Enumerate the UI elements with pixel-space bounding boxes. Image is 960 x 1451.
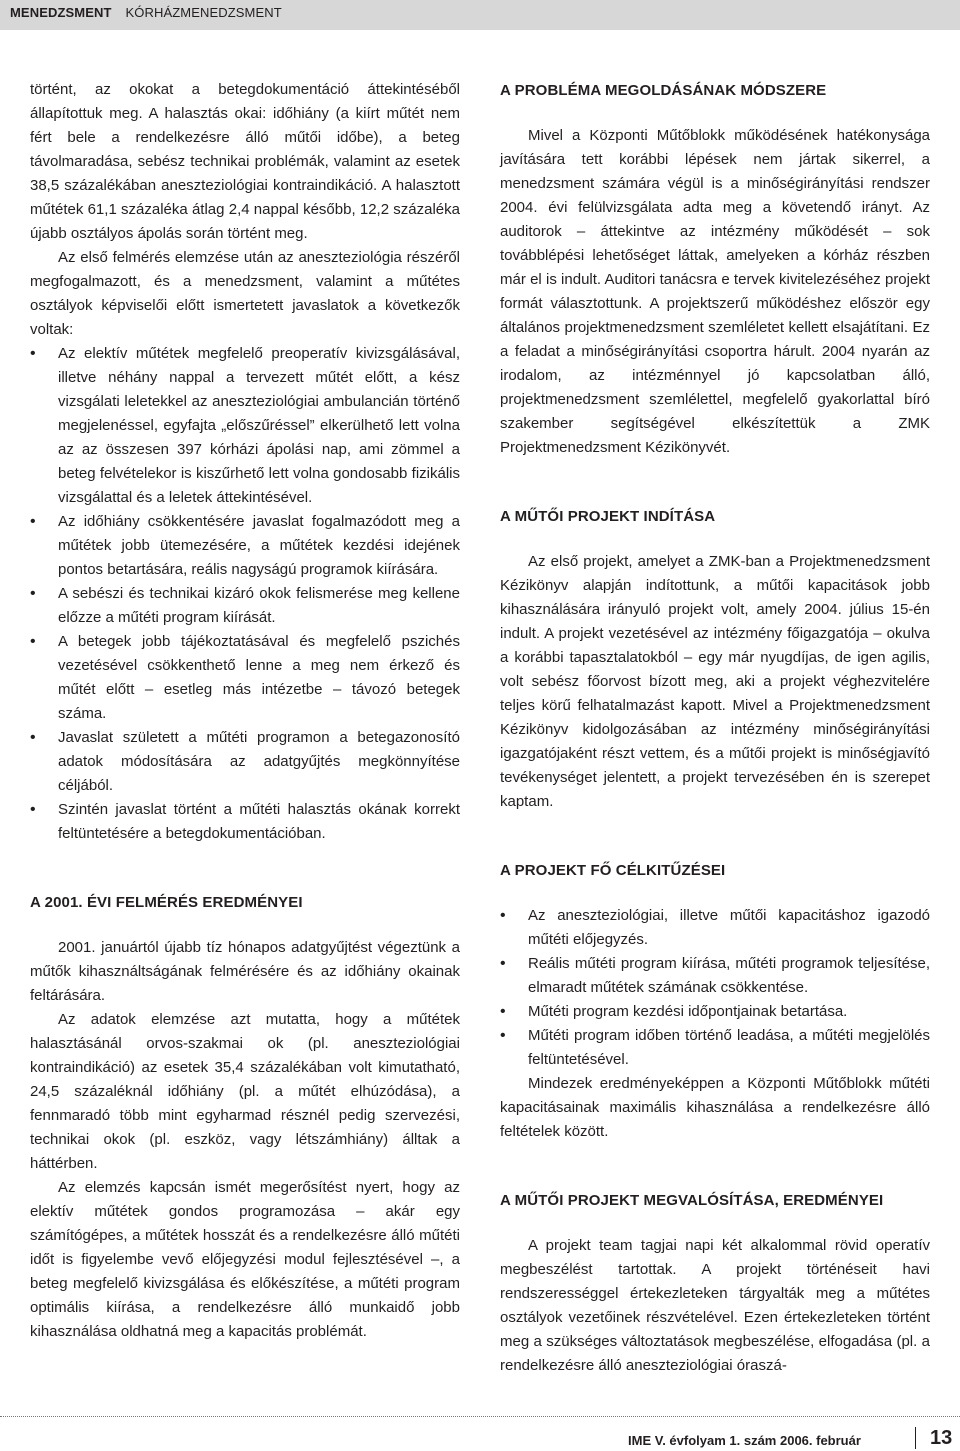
list-item: • Javaslat született a műtéti programon a betegazonosító adatok módosítására az adatgyűjtés megkönnyítése céljából. (30, 726, 460, 798)
list-item: • A betegek jobb tájékoztatásával és megfelelő pszichés vezetésével csökkenthető lenne a meg nem érkező és műtét előtt – esetleg más intézetbe – távozó betegek száma. (30, 630, 460, 726)
list-item: • Műtéti program időben történő leadása, a műtéti megjelölés feltüntetésével. (500, 1024, 930, 1072)
paragraph: 2001. januártól újabb tíz hónapos adatgyűjtést végeztünk a műtők kihasználtságának felmérésére és az időhiány okainak feltárására. (30, 939, 460, 1004)
list-item: • Reális műtéti program kiírása, műtéti programok teljesítése, elmaradt műtétek számának csökkentése. (500, 952, 930, 1000)
section-label (10, 5, 282, 20)
proposal-list (30, 342, 460, 846)
section-heading: A PROJEKT FŐ CÉLKITŰZÉSEI (500, 862, 726, 879)
section-heading: A MŰTŐI PROJEKT INDÍTÁSA (500, 508, 716, 525)
list-item: • Műtéti program kezdési időpontjainak betartása. (500, 1000, 930, 1024)
publication-info: IME V. évfolyam 1. szám 2006. február (628, 1433, 861, 1448)
paragraph: Mindezek eredményeképpen a Központi Műtőblokk műtéti kapacitásainak maximális kihasználása a rendelkezésre álló feltételek között. (500, 1075, 930, 1140)
paragraph: történt, az okokat a betegdokumentáció áttekintéséből állapítottuk meg. A halasztás okai: időhiány (a kiírt műtét nem fért bele a rendelkezésre álló műtői időbe), a beteg távolmaradása, sebész technikai problémák, valamint az esetek 38,5 százalékában aneszteziológiai kontraindikáció. A halasztott műtétek 61,1 százaléka átlag 2,4 nappal később, 12,2 százaléka újabb osztályos ápolás során történt meg. (30, 81, 460, 242)
section-heading: A PROBLÉMA MEGOLDÁSÁNAK MÓDSZERE (500, 82, 827, 99)
list-item: • A sebészi és technikai kizáró okok felismerése meg kellene előzze a műtéti program kiírását. (30, 582, 460, 630)
list-item: • Szintén javaslat történt a műtéti halasztás okának korrekt feltüntetésére a betegdokumentációban. (30, 798, 460, 846)
section-header-bar (0, 0, 960, 30)
footer-divider (0, 1416, 960, 1417)
right-column (500, 80, 930, 1378)
goals-list (500, 904, 930, 1072)
footer-separator (915, 1427, 916, 1449)
paragraph: Az adatok elemzése azt mutatta, hogy a műtétek halasztásánál orvos-szakmai ok (pl. aneszteziológiai kontraindikáció) az esetek 35,4 százalékában volt kimutatható, 24,5 százaléknál időhiány (pl. a műtét elhúzódása), a fennmaradó több mint egyharmad résznél pedig szervezési, technikai okok (pl. eszköz, vagy létszámhiány) álltak a háttérben. (30, 1011, 460, 1172)
section-heading: A 2001. ÉVI FELMÉRÉS EREDMÉNYEI (30, 894, 303, 911)
list-item: • Az időhiány csökkentésére javaslat fogalmazódott meg a műtétek jobb ütemezésére, a műtétek kezdési idejének pontos betartására, reális nagyságú programok kiírására. (30, 510, 460, 582)
page-number: 13 (930, 1427, 953, 1449)
section-heading: A MŰTŐI PROJEKT MEGVALÓSÍTÁSA, EREDMÉNYEI (500, 1192, 884, 1209)
left-column (30, 78, 460, 1344)
section-main: MENEDZSMENT (10, 5, 112, 20)
paragraph: Az első felmérés elemzése után az aneszteziológia részéről megfogalmazott, és a menedzsment, valamint a műtétes osztályok képviselői előtt ismertetett javaslatok a következők voltak: (30, 249, 460, 338)
list-item: • Az elektív műtétek megfelelő preoperatív kivizsgálásával, illetve néhány nappal a tervezett műtét előtt, a kész vizsgálati leletekkel az aneszteziológiai ambulancián történő megjelenéssel, egyfajta „előszűréssel” elkerülhető lett volna az az összesen 397 kórházi ápolási nap, ami zömmel a beteg felvételekor is kiszűrhető lett volna gondosabb fizikális vizsgálattal és a leletek áttekintésével. (30, 342, 460, 510)
section-sub: KÓRHÁZMENEDZSMENT (125, 5, 282, 20)
list-item: • Az aneszteziológiai, illetve műtői kapacitáshoz igazodó műtéti előjegyzés. (500, 904, 930, 952)
paragraph: Az elemzés kapcsán ismét megerősítést nyert, hogy az elektív műtétek gondos programozása – akár egy számítógépes, a műtétek hosszát és a rendelkezésre álló műtéti időt is figyelembe vevő előjegyzési modul fejlesztésével –, a beteg megfelelő kivizsgálása és előkészítése, a műtéti program optimális kiírása, a rendelkezésre álló munkaidő jobb kihasználása oldhatná meg a kapacitás problémát. (30, 1179, 460, 1340)
paragraph: Az első projekt, amelyet a ZMK-ban a Projektmenedzsment Kézikönyv alapján indítottunk, a műtői kapacitások jobb kihasználására irányuló projekt volt, amely 2004. július 15-én indult. A projekt vezetésével az intézmény főigazgatója – okulva a korábbi tapasztalatokból – egy már nyugdíjas, de igen agilis, volt sebész főorvost bízott meg, aki a projekt véghezvitelére teljes körű felhatalmazást kapott. Mivel a Projektmenedzsment Kézikönyv kidolgozásában az intézmény minőségirányítási igazgatójaként részt vettem, és a műtői projekt is minőségjavító tevékenységet jelentett, a projekt tervezésében én is szerepet kaptam. (500, 553, 930, 810)
paragraph: Mivel a Központi Műtőblokk működésének hatékonysága javítására tett korábbi lépések nem jártak sikerrel, a menedzsment számára végül is a minőségirányítási rendszer 2004. évi felülvizsgálata adta meg a követendő irányt. Az auditorok – áttekintve az intézmény működését – sok továbblépési lehetőséget láttak, amelyeken a kórház részben már el is indult. Auditori tanácsra e tervek kivitelezéséhez projekt formát választottunk. A projektszerű működéshez először egy általános projektmenedzsment szemléletet kellett elsajátítani. Ez a feladat a minőségirányítási csoportra hárult. 2004 nyarán az irodalom, az intézménnyel jó kapcsolatban álló, projektmenedzsment szemlélettel, megfelelő gyakorlattal bíró szakember segítségével elkészítettük a ZMK Projektmenedzsment Kézikönyvét. (500, 127, 930, 456)
paragraph: A projekt team tagjai napi két alkalommal rövid operatív megbeszélést tartottak. A projekt történéseit havi rendszerességgel értekezleteken tárgyalták meg a műtétes osztályok vezetőinek részvételével. Ezen értekezleteken történt meg a szükséges változtatások megbeszélése, elfogadása (pl. a rendelkezésre álló aneszteziológiai óraszá- (500, 1237, 930, 1374)
